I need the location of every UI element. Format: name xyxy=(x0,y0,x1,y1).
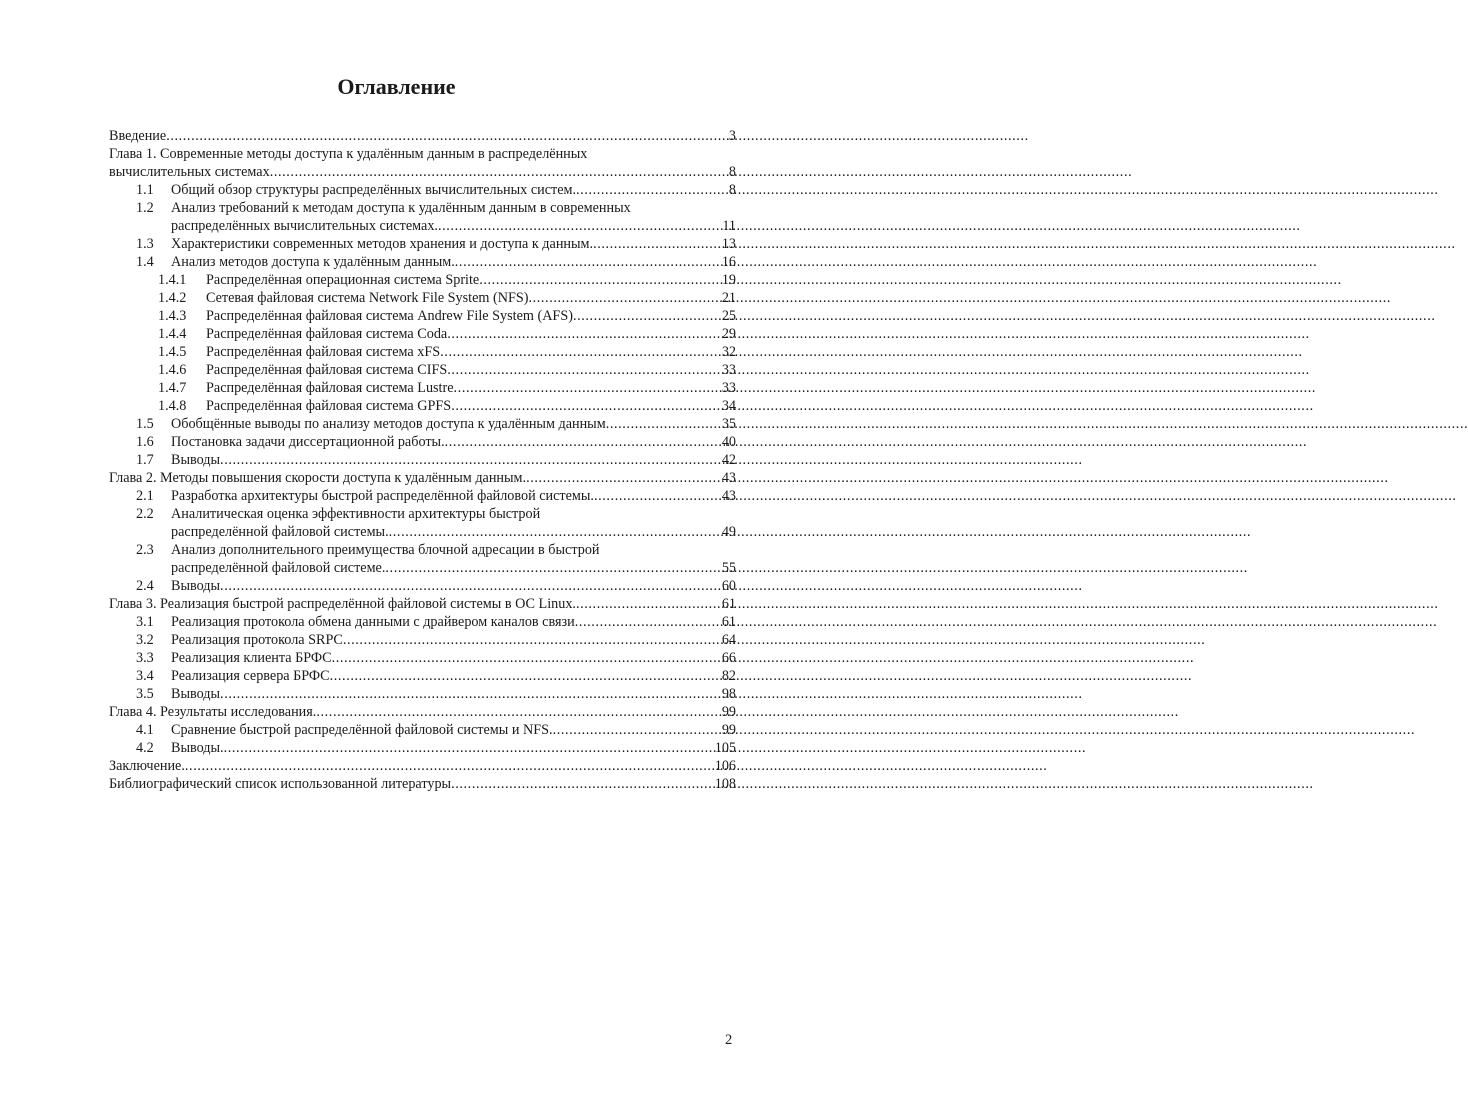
toc-entry-title: Реализация сервера БРФС xyxy=(171,668,330,684)
toc-entry[interactable] xyxy=(109,235,736,253)
toc-entry-number: 2.3 xyxy=(136,542,154,558)
toc-entry-page: 43 xyxy=(721,470,736,486)
toc-entry-title: Распределённая файловая система Andrew File System (AFS) xyxy=(206,308,573,324)
toc-entry[interactable] xyxy=(109,397,736,415)
page-title: Оглавление xyxy=(337,74,456,99)
toc-entry-number: 1.4.5 xyxy=(158,344,187,360)
toc-entry-title: Характеристики современных методов хранения и доступа к данным. xyxy=(171,236,594,252)
dot-leader xyxy=(220,451,721,469)
toc-entry-line xyxy=(109,145,736,163)
dot-leader xyxy=(220,685,721,703)
toc-entry-title: Выводы xyxy=(171,452,221,468)
toc-entry-title: Распределённая файловая система xFS xyxy=(206,344,441,360)
dot-leader xyxy=(553,721,721,739)
toc-entry-number: 1.6 xyxy=(136,434,154,450)
dot-leader xyxy=(576,181,728,199)
dot-leader xyxy=(451,397,721,415)
toc-entry-page: 13 xyxy=(721,236,736,252)
toc-entry-title: Сравнение быстрой распределённой файловой системы и NFS. xyxy=(171,722,553,738)
toc-entry-number: 1.2 xyxy=(136,200,154,216)
toc-entry-title: Реализация протокола SRPC xyxy=(171,632,343,648)
toc-entry-number: 3.1 xyxy=(136,614,154,630)
toc-entry-number: 3.5 xyxy=(136,686,154,702)
toc-entry-number: 3.3 xyxy=(136,650,154,666)
toc-entry-page: 33 xyxy=(721,380,736,396)
toc-entry-page: 98 xyxy=(721,686,736,702)
dot-leader xyxy=(389,523,721,541)
toc-entry-number: 1.4.6 xyxy=(158,362,187,378)
toc-entry[interactable] xyxy=(109,739,736,757)
toc-entry[interactable] xyxy=(109,343,736,361)
toc-entry[interactable] xyxy=(109,271,736,289)
dot-leader xyxy=(332,649,721,667)
toc-entry-page: 49 xyxy=(721,524,736,540)
toc-entry-line xyxy=(109,199,736,217)
toc-entry-number: 2.1 xyxy=(136,488,154,504)
dot-leader xyxy=(451,775,714,793)
toc-entry-title: Постановка задачи диссертационной работы. xyxy=(171,434,445,450)
toc-entry-title: вычислительных системах xyxy=(109,164,270,180)
toc-entry-number: 1.3 xyxy=(136,236,154,252)
toc-entry-line xyxy=(109,541,736,559)
toc-entry[interactable] xyxy=(109,631,736,649)
toc-entry-page: 40 xyxy=(721,434,736,450)
toc-entry[interactable] xyxy=(109,559,736,577)
toc-entry[interactable] xyxy=(109,217,736,235)
toc-entry-title: Анализ требований к методам доступа к удалённым данным в современных xyxy=(171,200,631,216)
toc-entry-page: 99 xyxy=(721,704,736,720)
toc-entry-page: 42 xyxy=(721,452,736,468)
toc-entry-number: 1.4.8 xyxy=(158,398,187,414)
toc-entry[interactable] xyxy=(109,775,736,793)
toc-entry-page: 29 xyxy=(721,326,736,342)
toc-entry[interactable] xyxy=(109,433,736,451)
toc-entry-page: 61 xyxy=(721,596,736,612)
dot-leader xyxy=(166,127,728,145)
toc-entry-title: распределённых вычислительных системах. xyxy=(171,218,438,234)
toc-entry[interactable] xyxy=(109,685,736,703)
toc-entry[interactable] xyxy=(109,253,736,271)
toc-entry-title: Глава 3. Реализация быстрой распределённой файловой системы в ОС Linux. xyxy=(109,596,576,612)
toc-entry-page: 11 xyxy=(722,218,736,234)
dot-leader xyxy=(479,271,721,289)
toc-entry-title: Глава 4. Результаты исследования. xyxy=(109,704,317,720)
dot-leader xyxy=(454,379,721,397)
toc-entry-title: Общий обзор структуры распределённых вычислительных систем. xyxy=(171,182,577,198)
toc-entry-number: 3.2 xyxy=(136,632,154,648)
toc-entry[interactable] xyxy=(109,415,736,433)
toc-entry[interactable] xyxy=(109,289,736,307)
toc-entry-number: 1.4.7 xyxy=(158,380,187,396)
toc-entry-title: Анализ методов доступа к удалённым данным. xyxy=(171,254,455,270)
toc-entry-number: 2.2 xyxy=(136,506,154,522)
toc-entry[interactable] xyxy=(109,757,736,775)
toc-entry[interactable] xyxy=(109,613,736,631)
toc-entry-title: Сетевая файловая система Network File System (NFS) xyxy=(206,290,529,306)
toc-entry-title: Обобщённые выводы по анализу методов доступа к удалённым данным xyxy=(171,416,606,432)
table-of-contents xyxy=(109,127,736,793)
toc-entry-page: 66 xyxy=(721,650,736,666)
toc-entry[interactable] xyxy=(109,703,736,721)
toc-entry[interactable] xyxy=(109,469,736,487)
toc-entry[interactable] xyxy=(109,325,736,343)
toc-entry[interactable] xyxy=(109,649,736,667)
dot-leader xyxy=(528,289,720,307)
dot-leader xyxy=(606,415,721,433)
dot-leader xyxy=(440,343,721,361)
dot-leader xyxy=(316,703,720,721)
dot-leader xyxy=(270,163,728,181)
toc-entry-number: 2.4 xyxy=(136,578,154,594)
page-number: 2 xyxy=(725,1032,733,1048)
toc-entry-page: 8 xyxy=(728,164,736,180)
dot-leader xyxy=(385,559,720,577)
toc-entry-page: 21 xyxy=(721,290,736,306)
toc-entry-page: 33 xyxy=(721,362,736,378)
toc-entry-page: 82 xyxy=(721,668,736,684)
toc-entry-page: 34 xyxy=(721,398,736,414)
toc-entry-page: 25 xyxy=(721,308,736,324)
toc-entry-page: 61 xyxy=(721,614,736,630)
dot-leader xyxy=(185,757,714,775)
toc-entry-number: 1.1 xyxy=(136,182,154,198)
toc-entry-page: 3 xyxy=(728,128,736,144)
toc-entry[interactable] xyxy=(109,163,736,181)
dot-leader xyxy=(575,613,721,631)
toc-entry[interactable] xyxy=(109,127,736,145)
toc-entry[interactable] xyxy=(109,721,736,739)
toc-entry-number: 1.4.2 xyxy=(158,290,187,306)
dot-leader xyxy=(445,433,721,451)
dot-leader xyxy=(593,235,721,253)
dot-leader xyxy=(447,361,721,379)
toc-entry-title: Выводы. xyxy=(171,740,224,756)
toc-entry-page: 108 xyxy=(714,776,736,792)
toc-entry-number: 1.4.4 xyxy=(158,326,187,342)
dot-leader xyxy=(343,631,721,649)
toc-entry-number: 1.7 xyxy=(136,452,154,468)
toc-entry-page: 64 xyxy=(721,632,736,648)
toc-entry-page: 55 xyxy=(721,560,736,576)
toc-entry-page: 60 xyxy=(721,578,736,594)
toc-entry-page: 99 xyxy=(721,722,736,738)
toc-entry-page: 43 xyxy=(721,488,736,504)
toc-entry-page: 16 xyxy=(721,254,736,270)
toc-entry-title: Библиографический список использованной литературы xyxy=(109,776,452,792)
toc-entry-title: Реализация клиента БРФС xyxy=(171,650,332,666)
toc-entry-number: 3.4 xyxy=(136,668,154,684)
toc-entry[interactable] xyxy=(109,307,736,325)
toc-entry-page: 32 xyxy=(721,344,736,360)
toc-entry-title: Выводы xyxy=(171,578,221,594)
toc-entry-title: Реализация протокола обмена данными с драйвером каналов связи xyxy=(171,614,575,630)
toc-entry-title: Введение xyxy=(109,128,167,144)
toc-entry-number: 4.1 xyxy=(136,722,154,738)
toc-entry-title: Глава 2. Методы повышения скорости доступа к удалённым данным. xyxy=(109,470,527,486)
toc-entry[interactable] xyxy=(109,595,736,613)
dot-leader xyxy=(224,739,714,757)
toc-entry-number: 1.4.3 xyxy=(158,308,187,324)
toc-entry-title: Заключение. xyxy=(109,758,185,774)
toc-entry-title: Распределённая файловая система Lustre xyxy=(206,380,454,396)
dot-leader xyxy=(438,217,721,235)
toc-entry-title: распределённой файловой системы. xyxy=(171,524,389,540)
dot-leader xyxy=(576,595,721,613)
toc-entry[interactable] xyxy=(109,487,736,505)
toc-entry[interactable] xyxy=(109,361,736,379)
toc-entry-title: распределённой файловой системе. xyxy=(171,560,386,576)
toc-entry[interactable] xyxy=(109,379,736,397)
toc-entry-page: 19 xyxy=(721,272,736,288)
toc-entry-title: Распределённая операционная система Sprite xyxy=(206,272,480,288)
toc-entry[interactable] xyxy=(109,181,736,199)
toc-entry[interactable] xyxy=(109,577,736,595)
dot-leader xyxy=(455,253,721,271)
dot-leader xyxy=(220,577,721,595)
toc-entry[interactable] xyxy=(109,523,736,541)
toc-entry-title: Разработка архитектуры быстрой распределённой файловой системы. xyxy=(171,488,594,504)
toc-entry-title: Распределённая файловая система GPFS xyxy=(206,398,452,414)
toc-entry-title: Распределённая файловая система Coda xyxy=(206,326,448,342)
dot-leader xyxy=(330,667,721,685)
toc-entry-number: 1.4 xyxy=(136,254,154,270)
toc-entry-number: 4.2 xyxy=(136,740,154,756)
dot-leader xyxy=(573,307,721,325)
toc-entry-title: Аналитическая оценка эффективности архитектуры быстрой xyxy=(171,506,541,522)
dot-leader xyxy=(594,487,721,505)
toc-entry-title: Распределённая файловая система CIFS xyxy=(206,362,448,378)
toc-entry-title: Глава 1. Современные методы доступа к удалённым данным в распределённых xyxy=(109,146,588,162)
toc-entry-title: Выводы xyxy=(171,686,221,702)
toc-entry-page: 106 xyxy=(714,758,736,774)
toc-entry[interactable] xyxy=(109,667,736,685)
toc-entry-line xyxy=(109,505,736,523)
dot-leader xyxy=(526,469,721,487)
toc-entry-page: 8 xyxy=(728,182,736,198)
toc-entry-page: 105 xyxy=(714,740,736,756)
dot-leader xyxy=(447,325,721,343)
toc-entry-page: 35 xyxy=(721,416,736,432)
toc-entry-number: 1.5 xyxy=(136,416,154,432)
toc-entry[interactable] xyxy=(109,451,736,469)
toc-entry-number: 1.4.1 xyxy=(158,272,187,288)
toc-entry-title: Анализ дополнительного преимущества блочной адресации в быстрой xyxy=(171,542,600,558)
